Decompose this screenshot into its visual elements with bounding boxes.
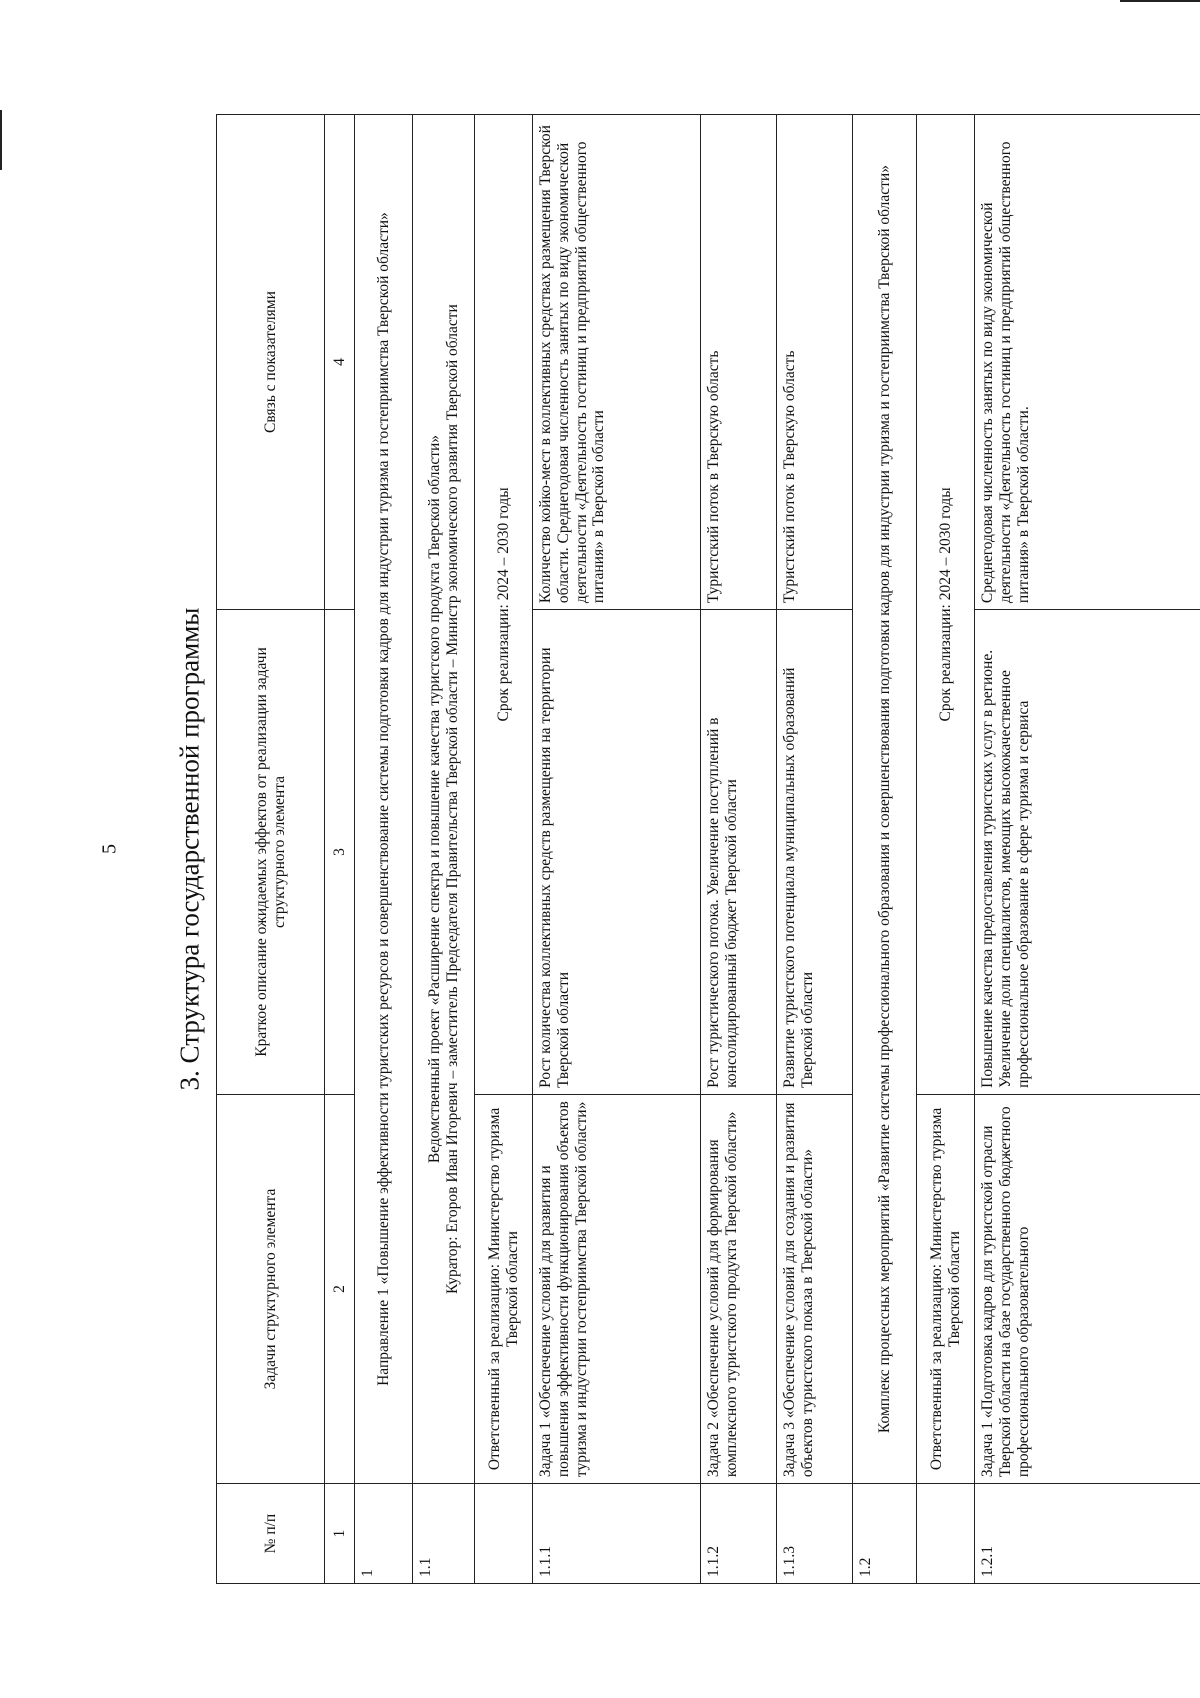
direction-number: 1 bbox=[355, 1484, 413, 1584]
column-number-2: 2 bbox=[325, 1094, 355, 1483]
column-number-4: 4 bbox=[325, 115, 355, 610]
row-indicators: Туристский поток в Тверскую область bbox=[777, 115, 853, 610]
row-effect: Повышение качества предоставления туристских услуг в регионе. Увеличение доли специалистов, имеющих высококачественное профессиональное образование в сфере туризма и сервиса bbox=[975, 610, 1200, 1095]
column-number-3: 3 bbox=[325, 610, 355, 1095]
complex-number: 1.2 bbox=[853, 1484, 917, 1584]
complex-term: Срок реализации: 2024 – 2030 годы bbox=[917, 115, 975, 1095]
table-header-row bbox=[217, 115, 325, 1584]
project-responsible: Ответственный за реализацию: Министерство туризма Тверской области bbox=[475, 1094, 533, 1483]
project-responsible-row bbox=[475, 115, 533, 1584]
empty-cell bbox=[475, 1484, 533, 1584]
project-cell bbox=[413, 115, 475, 1484]
complex-responsible: Ответственный за реализацию: Министерство туризма Тверской области bbox=[917, 1094, 975, 1483]
project-curator: Куратор: Егоров Иван Игоревич – заместитель Председателя Правительства Тверской области – Министр экономического развития Тверской области bbox=[443, 304, 461, 1294]
complex-row bbox=[853, 115, 917, 1584]
table-row bbox=[701, 115, 777, 1584]
row-effect: Рост количества коллективных средств размещения на территории Тверской области bbox=[533, 610, 701, 1095]
complex-title: Комплекс процессных мероприятий «Развитие системы профессионального образования и совершенствования подготовки кадров для индустрии туризма и гостеприимства Тверской области» bbox=[853, 115, 917, 1484]
row-task: Задача 3 «Обеспечение условий для создания и развития объектов туристского показа в Тверской области» bbox=[777, 1094, 853, 1483]
row-indicators: Количество койко-мест в коллективных средствах размещения Тверской области. Среднегодовая численность занятых по виду экономической деятельности «Деятельность гостиниц и предприятий общественного питания» в Тверской области bbox=[533, 115, 701, 610]
row-number: 1.1.1 bbox=[533, 1484, 701, 1584]
row-indicators: Среднегодовая численность занятых по виду экономической деятельности «Деятельность гостиниц и предприятий общественного питания» в Тверской области. bbox=[975, 115, 1200, 610]
row-effect: Развитие туристского потенциала муниципальных образований Тверской области bbox=[777, 610, 853, 1095]
row-indicators: Туристский поток в Тверскую область bbox=[701, 115, 777, 610]
header-indicators: Связь с показателями bbox=[217, 115, 325, 610]
project-title: Ведомственный проект «Расширение спектра и повышение качества туристского продукта Тверской области» bbox=[425, 434, 443, 1164]
row-number: 1.1.3 bbox=[777, 1484, 853, 1584]
page-number: 5 bbox=[98, 844, 121, 854]
project-number: 1.1 bbox=[413, 1484, 475, 1584]
structure-table bbox=[216, 114, 1200, 1584]
table-row bbox=[533, 115, 701, 1584]
direction-row bbox=[355, 115, 413, 1584]
row-task: Задача 1 «Обеспечение условий для развития и повышения эффективности функционирования объектов туризма и индустрии гостеприимства Тверской области» bbox=[533, 1094, 701, 1483]
scan-mark-top-right bbox=[1120, 0, 1200, 2]
table-row bbox=[975, 115, 1200, 1584]
row-task: Задача 2 «Обеспечение условий для формирования комплексного туристского продукта Тверской области» bbox=[701, 1094, 777, 1483]
empty-cell bbox=[917, 1484, 975, 1584]
row-effect: Рост туристического потока. Увеличение поступлений в консолидированный бюджет Тверской области bbox=[701, 610, 777, 1095]
row-number: 1.1.2 bbox=[701, 1484, 777, 1584]
structure-table-container bbox=[216, 114, 1200, 1584]
project-row bbox=[413, 115, 475, 1584]
header-number: № п/п bbox=[217, 1484, 325, 1584]
column-number-1: 1 bbox=[325, 1484, 355, 1584]
scan-mark-left bbox=[0, 110, 2, 170]
direction-title: Направление 1 «Повышение эффективности туристских ресурсов и совершенствование системы подготовки кадров для индустрии туризма и гостеприимства Тверской области» bbox=[355, 115, 413, 1484]
header-tasks: Задачи структурного элемента bbox=[217, 1094, 325, 1483]
table-row bbox=[777, 115, 853, 1584]
row-task: Задача 1 «Подготовка кадров для туристской отрасли Тверской области на базе государственного бюджетного профессионального образовательного bbox=[975, 1094, 1200, 1483]
page-title: 3. Структура государственной программы bbox=[174, 607, 205, 1091]
table-column-numbers-row bbox=[325, 115, 355, 1584]
complex-responsible-row bbox=[917, 115, 975, 1584]
header-effects: Краткое описание ожидаемых эффектов от реализации задачи структурного элемента bbox=[217, 610, 325, 1095]
project-term: Срок реализации: 2024 – 2030 годы bbox=[475, 115, 533, 1095]
row-number: 1.2.1 bbox=[975, 1484, 1200, 1584]
